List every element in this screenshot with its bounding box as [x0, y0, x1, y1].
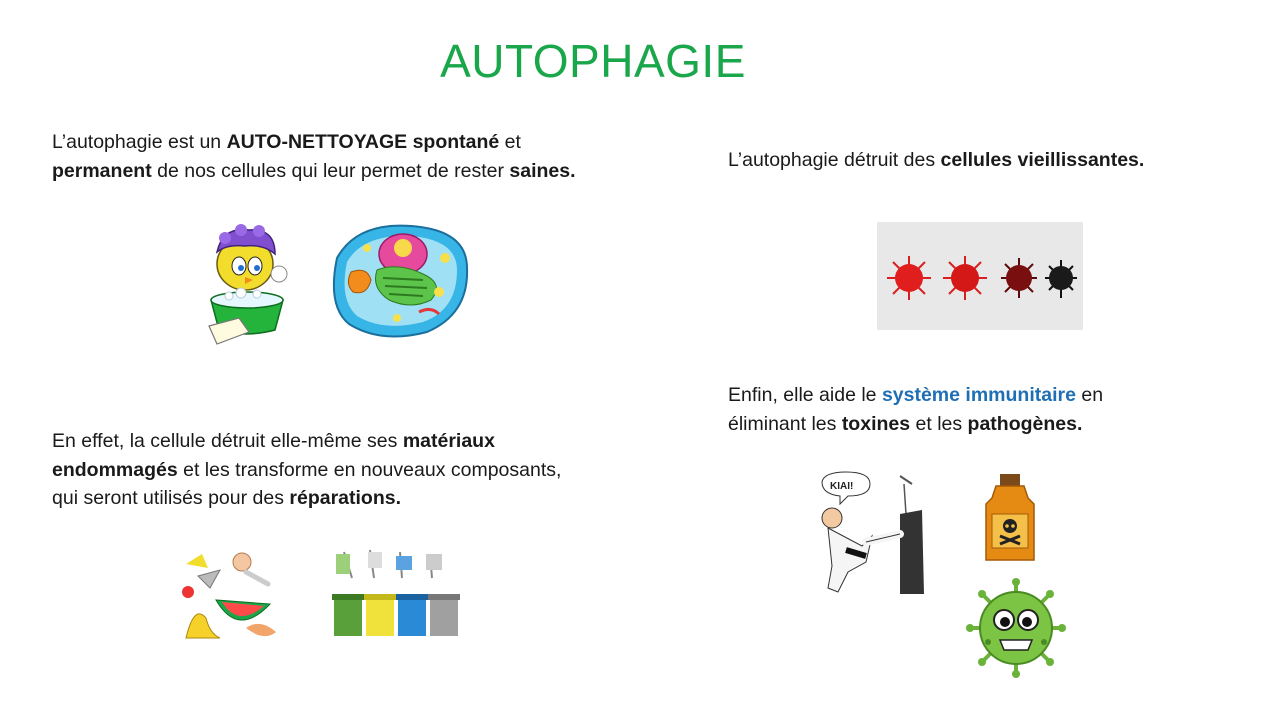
poison-bottle-icon	[962, 470, 1058, 566]
intro-paragraph	[52, 128, 652, 185]
immune-paragraph	[728, 381, 1248, 438]
repair-bold-1: matériaux	[402, 430, 495, 452]
intro-text-3: de nos cellules qui leur permet de rester	[151, 159, 510, 182]
repair-text-2: et les transforme en nouveaux composants,	[177, 458, 562, 481]
recycling-bins-icon	[330, 548, 460, 644]
slide-title: AUTOPHAGIE	[440, 35, 746, 87]
intro-bold-3: saines.	[509, 159, 576, 182]
kiai-text: KIAI!	[830, 481, 854, 492]
immune-bold-2: pathogènes.	[967, 412, 1083, 435]
aging-cells-icon	[877, 222, 1083, 330]
immune-bold-1: toxines	[841, 412, 911, 435]
aging-paragraph	[728, 146, 1248, 175]
repair-paragraph	[52, 427, 652, 513]
repair-bold-3: réparations.	[289, 487, 402, 509]
aging-bold-1: cellules vieillissantes.	[940, 149, 1145, 171]
immune-text-1: Enfin, elle aide le	[728, 384, 882, 406]
intro-bold-1: AUTO-NETTOYAGE spontané	[226, 131, 500, 153]
intro-text-1: L’autophagie est un	[52, 131, 227, 153]
karate-fighter-icon	[818, 470, 924, 594]
animal-cell-icon	[327, 218, 471, 342]
aging-text-1: L’autophagie détruit des	[728, 149, 941, 171]
repair-bold-2: endommagés	[52, 458, 178, 481]
immune-text-3: éliminant les	[728, 412, 842, 435]
virus-icon	[966, 578, 1066, 678]
immune-text-2: en	[1075, 384, 1104, 406]
bathing-bird-icon	[205, 222, 295, 350]
repair-text-1: En effet, la cellule détruit elle-même ses	[52, 430, 403, 452]
immune-highlight: système immunitaire	[881, 384, 1076, 406]
intro-bold-2: permanent	[52, 159, 152, 182]
repair-text-3: qui seront utilisés pour des	[52, 487, 290, 509]
intro-text-2: et	[499, 131, 521, 153]
immune-text-4: et les	[910, 412, 968, 435]
food-waste-icon	[180, 548, 280, 644]
